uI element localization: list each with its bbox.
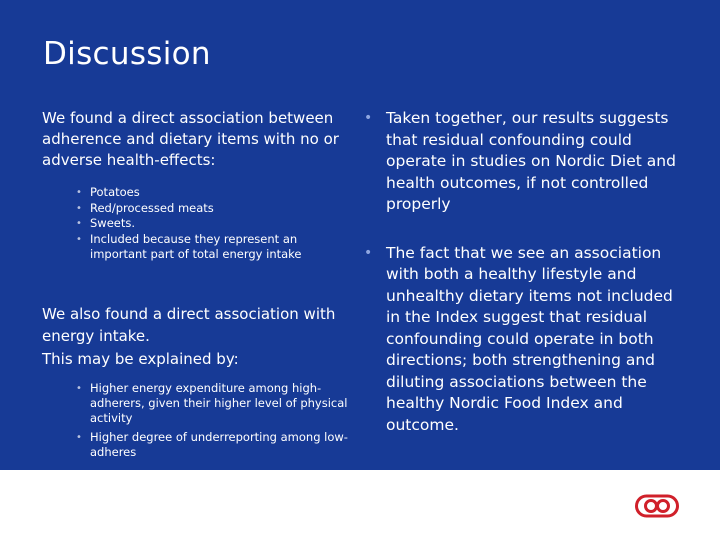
explanation-list — [42, 381, 352, 460]
energy-association-text: We also found a direct association with energy intake. — [42, 304, 336, 345]
list-item: • Higher energy expenditure among high-adherers, given their higher level of physical activity — [42, 381, 352, 426]
right-point-1 — [364, 108, 684, 216]
food-items-list — [42, 185, 352, 263]
right-point-text: Taken together, our results suggests that residual confounding could operate in studies on Nordic Diet and health outcomes, if not controlled properly — [386, 109, 676, 213]
list-item: • Higher degree of underreporting among low-adheres — [42, 430, 352, 460]
list-item: • Included because they represent an important part of total energy intake — [42, 232, 352, 263]
linked-rings-logo-icon — [635, 494, 679, 518]
left-column — [42, 108, 352, 460]
explanation-lead-text: This may be explained by: — [42, 349, 239, 368]
left-intro-text: We found a direct association between adherence and dietary items with no or adverse health-effects: — [42, 109, 339, 169]
bullet-icon: • — [364, 244, 373, 261]
bullet-icon: • — [364, 110, 373, 126]
right-point-2 — [364, 243, 684, 437]
list-item: • Red/processed meats — [42, 201, 352, 217]
list-item: • Potatoes — [42, 185, 352, 201]
list-item: • Sweets. — [42, 216, 352, 232]
right-point-text: The fact that we see an association with both a healthy lifestyle and unhealthy dietary items not included in the Index suggest that residual confounding could operate in both directions; both strengthening and diluting associations between the healthy Nordic Food Index and outcome. — [386, 243, 673, 434]
right-column — [364, 108, 684, 436]
slide-title: Discussion — [43, 36, 211, 72]
